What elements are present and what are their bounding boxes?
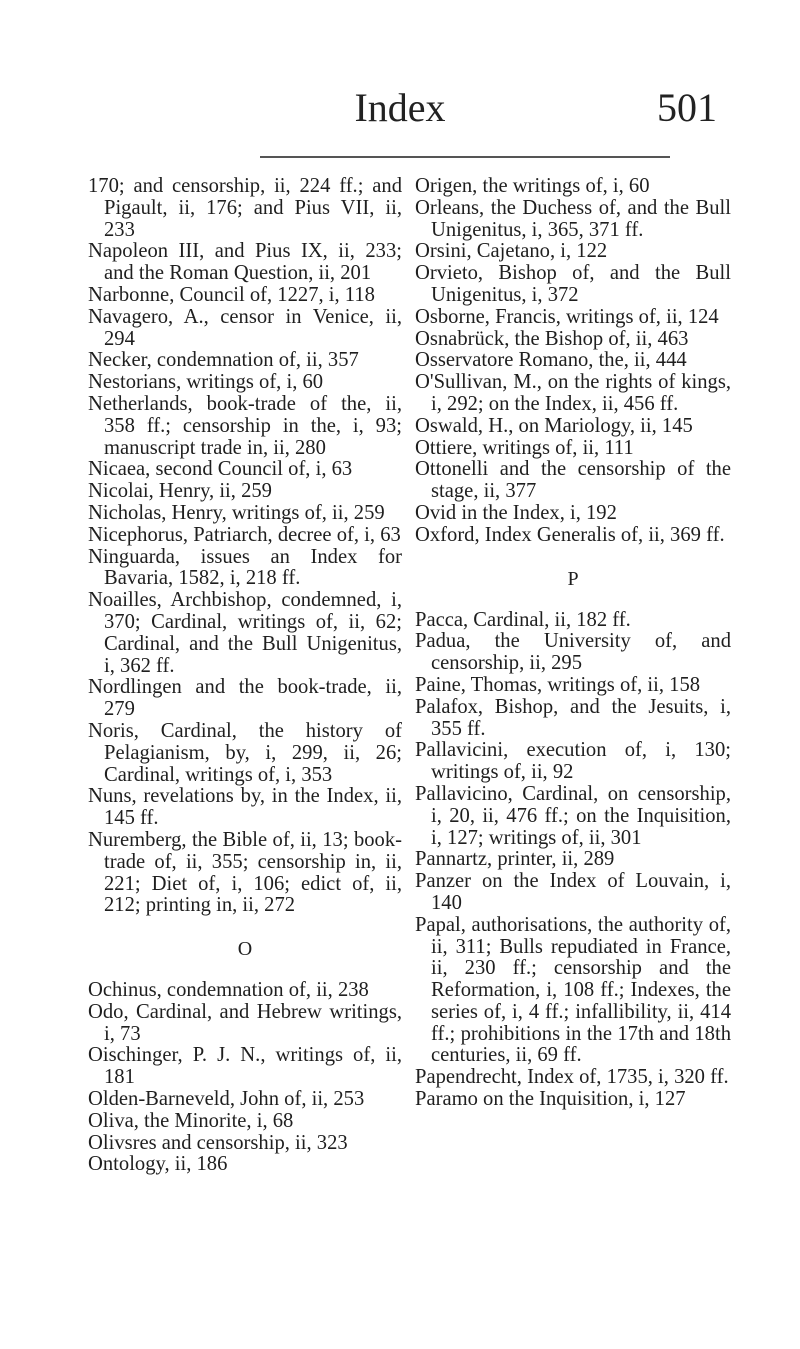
index-entry: O'Sullivan, M., on the rights of kings, i, 292; on the Index, ii, 456 ff.	[415, 371, 731, 415]
index-entry: Origen, the writings of, i, 60	[415, 175, 650, 197]
index-entry: Papal, authorisations, the authority of, ii, 311; Bulls repudiated in France, ii, 230 ff.; censorship and the Reformation, i, 108 ff.; Indexes, the series of, i, 4 ff.; infallibility, ii, 414 ff.; prohibitions in the 17th and 18th centuries, ii, 69 ff.	[415, 913, 731, 1067]
index-entry: Nestorians, writings of, i, 60	[88, 371, 324, 394]
index-entry: Oxford, Index Generalis of, ii, 369 ff.	[415, 523, 725, 546]
running-head	[0, 84, 800, 144]
page-number: 501	[657, 85, 717, 130]
index-entry: Navagero, A., censor in Venice, ii, 294	[88, 305, 402, 350]
index-entry: Ontology, ii, 186	[88, 1153, 228, 1176]
page-title: Index	[354, 85, 446, 130]
index-entry: Paine, Thomas, writings of, ii, 158	[415, 673, 701, 696]
index-entry: Padua, the University of, and censorship, ii, 295	[415, 630, 731, 675]
index-entry: Nuremberg, the Bible of, ii, 13; book-trade of, ii, 355; censorship in, ii, 221; Diet of, i, 106; edict of, ii, 212; printing in, ii, 272	[88, 828, 402, 917]
index-entry: Osnabrück, the Bishop of, ii, 463	[415, 327, 689, 350]
right-index-column	[415, 176, 731, 1111]
index-entry: Odo, Cardinal, and Hebrew writings, i, 73	[88, 1000, 402, 1045]
index-entry: Nordlingen and the book-trade, ii, 279	[88, 676, 402, 721]
header-rule	[260, 156, 670, 158]
index-entry: Noailles, Archbishop, condemned, i, 370; Cardinal, writings of, ii, 62; Cardinal, and the Bull Unigenitus, i, 362 ff.	[88, 589, 402, 677]
index-entry: Nicholas, Henry, writings of, ii, 259	[88, 501, 385, 524]
index-entry: Netherlands, book-trade of the, ii, 358 ff.; censorship in the, i, 93; manuscript trade in, ii, 280	[88, 392, 402, 459]
index-entry: Orsini, Cajetano, i, 122	[415, 240, 608, 263]
index-entry: Orvieto, Bishop of, and the Bull Unigenitus, i, 372	[415, 262, 731, 306]
index-entry: 170; and censorship, ii, 224 ff.; and Pigault, ii, 176; and Pius VII, ii, 233	[88, 175, 402, 241]
index-entry: Pacca, Cardinal, ii, 182 ff.	[415, 608, 631, 631]
index-entry: Palafox, Bishop, and the Jesuits, i, 355 ff.	[415, 695, 731, 740]
index-entry: Olden-Barneveld, John of, ii, 253	[88, 1088, 365, 1111]
index-entry: Nicolai, Henry, ii, 259	[88, 480, 272, 503]
index-entry: Necker, condemnation of, ii, 357	[88, 349, 359, 372]
index-entry: Osservatore Romano, the, ii, 444	[415, 349, 687, 372]
index-entry: Panzer on the Index of Louvain, i, 140	[415, 870, 731, 914]
index-entry: Papendrecht, Index of, 1735, i, 320 ff.	[415, 1066, 729, 1089]
index-entry: Oswald, H., on Mariology, ii, 145	[415, 414, 693, 437]
index-entry: Osborne, Francis, writings of, ii, 124	[415, 305, 719, 328]
index-entry: Paramo on the Inquisition, i, 127	[415, 1088, 686, 1111]
index-entry: Ochinus, condemnation of, ii, 238	[88, 979, 369, 1002]
index-entry: Pallavicino, Cardinal, on censorship, i, 20, ii, 476 ff.; on the Inquisition, i, 127; writings of, ii, 301	[415, 782, 731, 849]
section-letter: P	[567, 567, 579, 590]
index-entry: Nicephorus, Patriarch, decree of, i, 63	[88, 523, 401, 546]
index-entry: Napoleon III, and Pius IX, ii, 233; and the Roman Question, ii, 201	[88, 240, 402, 285]
index-entry: Nicaea, second Council of, i, 63	[88, 458, 353, 481]
index-entry: Pannartz, printer, ii, 289	[415, 848, 615, 871]
index-entry: Nuns, revelations by, in the Index, ii, 145 ff.	[88, 785, 402, 830]
index-entry: Olivsres and censorship, ii, 323	[88, 1131, 348, 1154]
index-entry: Oliva, the Minorite, i, 68	[88, 1109, 294, 1132]
index-entry: Orleans, the Duchess of, and the Bull Unigenitus, i, 365, 371 ff.	[415, 196, 731, 241]
index-entry: Ovid in the Index, i, 192	[415, 501, 617, 524]
index-entry: Oischinger, P. J. N., writings of, ii, 181	[88, 1044, 402, 1089]
index-entry: Ottonelli and the censorship of the stage, ii, 377	[415, 458, 731, 503]
index-entry: Ottiere, writings of, ii, 111	[415, 436, 634, 459]
section-letter: O	[237, 938, 253, 961]
index-entry: Pallavicini, execution of, i, 130; writings of, ii, 92	[415, 739, 731, 784]
index-entry: Ninguarda, issues an Index for Bavaria, 1582, i, 218 ff.	[88, 545, 402, 590]
left-index-column	[88, 176, 402, 1176]
index-entry: Noris, Cardinal, the history of Pelagianism, by, i, 299, ii, 26; Cardinal, writings of, i, 353	[88, 719, 402, 786]
index-entry: Narbonne, Council of, 1227, i, 118	[88, 283, 375, 306]
